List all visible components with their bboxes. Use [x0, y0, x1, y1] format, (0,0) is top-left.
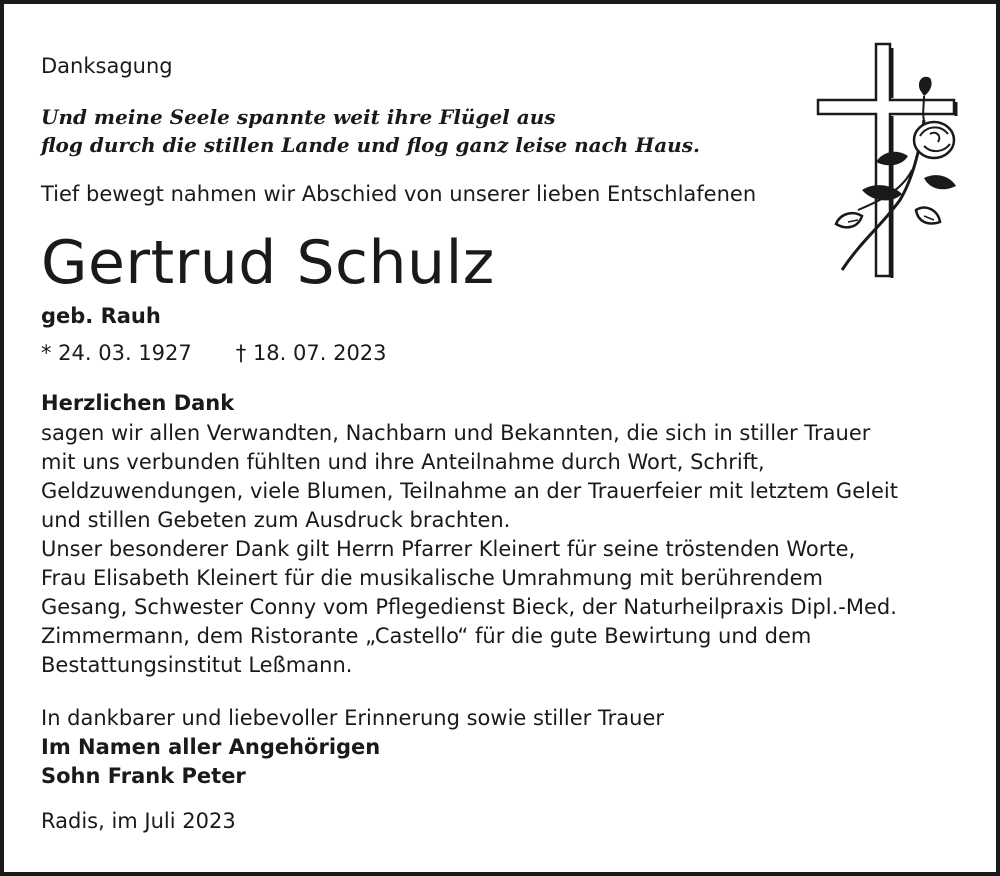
- place-date: Radis, im Juli 2023: [41, 809, 236, 833]
- closing-text: In dankbarer und liebevoller Erinnerung sowie stiller Trauer: [41, 706, 665, 730]
- thanks-body: [41, 419, 971, 680]
- verse-line-1: Und meine Seele spannte weit ihre Flügel aus: [41, 105, 556, 129]
- body-line: Gesang, Schwester Conny vom Pflegedienst Bieck, der Naturheilpraxis Dipl.-Med.: [41, 595, 897, 619]
- thanks-title: Herzlichen Dank: [41, 391, 235, 415]
- life-dates: [41, 341, 387, 365]
- body-line: Bestattungsinstitut Leßmann.: [41, 653, 353, 677]
- body-line: und stillen Gebeten zum Ausdruck brachten.: [41, 508, 511, 532]
- body-line: Frau Elisabeth Kleinert für die musikalische Umrahmung mit berührendem: [41, 566, 823, 590]
- intro-text: Tief bewegt nahmen wir Abschied von unserer lieben Entschlafenen: [41, 182, 757, 206]
- cross-with-rose-icon: [812, 40, 962, 284]
- body-line: Geldzuwendungen, viele Blumen, Teilnahme an der Trauerfeier mit letztem Geleit: [41, 479, 898, 503]
- signature-family: Im Namen aller Angehörigen: [41, 735, 381, 759]
- maiden-name: geb. Rauh: [41, 304, 161, 328]
- death-date: † 18. 07. 2023: [235, 341, 387, 365]
- body-line: mit uns verbunden fühlten und ihre Anteilnahme durch Wort, Schrift,: [41, 450, 765, 474]
- verse-quote: [41, 103, 700, 159]
- body-line: Unser besonderer Dank gilt Herrn Pfarrer Kleinert für seine tröstenden Worte,: [41, 537, 856, 561]
- deceased-name: Gertrud Schulz: [41, 228, 495, 298]
- birth-date: * 24. 03. 1927: [41, 341, 192, 365]
- verse-line-2: flog durch die stillen Lande und flog ganz leise nach Haus.: [41, 133, 700, 157]
- notice-heading: Danksagung: [41, 54, 173, 78]
- signature-son: Sohn Frank Peter: [41, 764, 246, 788]
- body-line: sagen wir allen Verwandten, Nachbarn und Bekannten, die sich in stiller Trauer: [41, 421, 871, 445]
- body-line: Zimmermann, dem Ristorante „Castello“ für die gute Bewirtung und dem: [41, 624, 812, 648]
- closing-block: [41, 704, 664, 791]
